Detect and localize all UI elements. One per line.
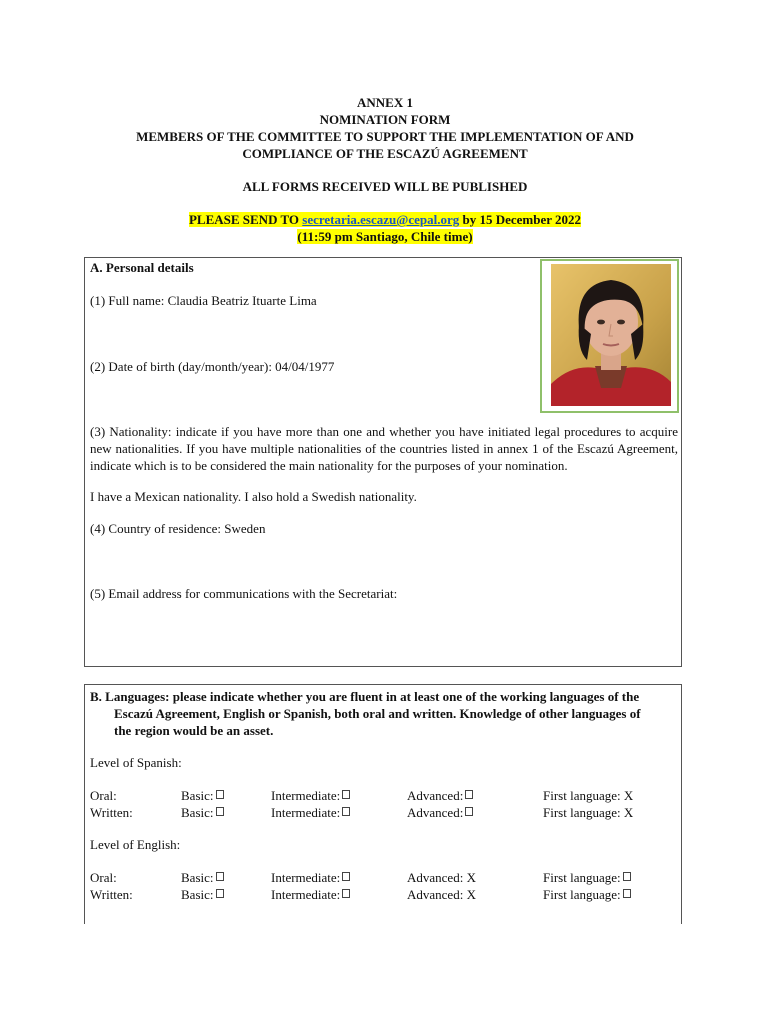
checkbox[interactable] (216, 807, 224, 816)
email-link[interactable]: secretaria.escazu@cepal.org (302, 212, 460, 227)
checkbox[interactable] (216, 790, 224, 799)
nationality-answer: I have a Mexican nationality. I also hold a Swedish nationality. (90, 489, 417, 504)
checkbox[interactable] (465, 790, 473, 799)
spanish-oral-basic: Basic: (181, 787, 224, 804)
spanish-written-label: Written: (90, 805, 133, 820)
spanish-written-advanced: Advanced: (407, 804, 473, 821)
spanish-written-intermediate: Intermediate: (271, 804, 350, 821)
english-oral-basic: Basic: (181, 869, 224, 886)
spanish-written-first-language: First language: X (543, 805, 634, 820)
checkbox[interactable] (623, 872, 631, 881)
checked-mark[interactable]: X (623, 788, 634, 803)
nominee-photo (540, 259, 679, 413)
country-of-residence-field: (4) Country of residence: Sweden (90, 521, 266, 536)
date-of-birth-field: (2) Date of birth (day/month/year): 04/04/1977 (90, 359, 335, 374)
english-written-label: Written: (90, 887, 133, 902)
checkbox[interactable] (465, 807, 473, 816)
checkbox[interactable] (216, 889, 224, 898)
nationality-question: (3) Nationality: indicate if you have more than one and whether you have initiated legal procedures to acquire new nationalities. If you have multiple nationalities of the countries listed in annex 1 of the Escazú Agreement, indicate which is to be considered the main nationality for the purposes of your nomination. (90, 424, 678, 473)
form-header (0, 94, 770, 245)
english-written-advanced: Advanced: X (407, 887, 476, 902)
checked-mark[interactable]: X (466, 887, 476, 902)
english-oral-advanced: Advanced: X (407, 870, 476, 885)
english-written-first-language: First language: (543, 886, 631, 903)
form-title-line2: COMPLIANCE OF THE ESCAZÚ AGREEMENT (242, 146, 528, 161)
annex-label: ANNEX 1 (357, 95, 413, 110)
checkbox[interactable] (342, 872, 350, 881)
checkbox[interactable] (342, 889, 350, 898)
full-name-field: (1) Full name: Claudia Beatriz Ituarte Lima (90, 293, 317, 308)
spanish-written-basic: Basic: (181, 804, 224, 821)
section-a-title: A. Personal details (90, 260, 194, 275)
english-level-label: Level of English: (90, 837, 181, 852)
checkbox[interactable] (342, 790, 350, 799)
spanish-oral-label: Oral: (90, 788, 117, 803)
send-instruction: PLEASE SEND TO secretaria.escazu@cepal.org by 15 December 2022 (188, 212, 582, 227)
email-address-field: (5) Email address for communications with the Secretariat: (90, 586, 398, 601)
spanish-oral-advanced: Advanced: (407, 787, 473, 804)
checkbox[interactable] (342, 807, 350, 816)
english-written-intermediate: Intermediate: (271, 886, 350, 903)
checkbox[interactable] (623, 889, 631, 898)
portrait-image (551, 264, 671, 406)
english-oral-intermediate: Intermediate: (271, 869, 350, 886)
section-b-title-line3: the region would be an asset. (114, 723, 274, 738)
english-oral-first-language: First language: (543, 869, 631, 886)
checkbox[interactable] (216, 872, 224, 881)
published-notice: ALL FORMS RECEIVED WILL BE PUBLISHED (242, 179, 528, 194)
english-oral-label: Oral: (90, 870, 117, 885)
form-name: NOMINATION FORM (319, 112, 451, 127)
spanish-oral-intermediate: Intermediate: (271, 787, 350, 804)
checked-mark[interactable]: X (623, 805, 634, 820)
spanish-level-label: Level of Spanish: (90, 755, 182, 770)
section-b-title-line1: B. Languages: please indicate whether you are fluent in at least one of the working languages of the (90, 689, 640, 704)
form-title-line1: MEMBERS OF THE COMMITTEE TO SUPPORT THE IMPLEMENTATION OF AND (136, 129, 634, 144)
section-b-title-line2: Escazú Agreement, English or Spanish, both oral and written. Knowledge of other languages of (114, 706, 641, 721)
send-deadline-time: (11:59 pm Santiago, Chile time) (297, 229, 473, 244)
english-written-basic: Basic: (181, 886, 224, 903)
checked-mark[interactable]: X (466, 870, 476, 885)
spanish-oral-first-language: First language: X (543, 788, 634, 803)
